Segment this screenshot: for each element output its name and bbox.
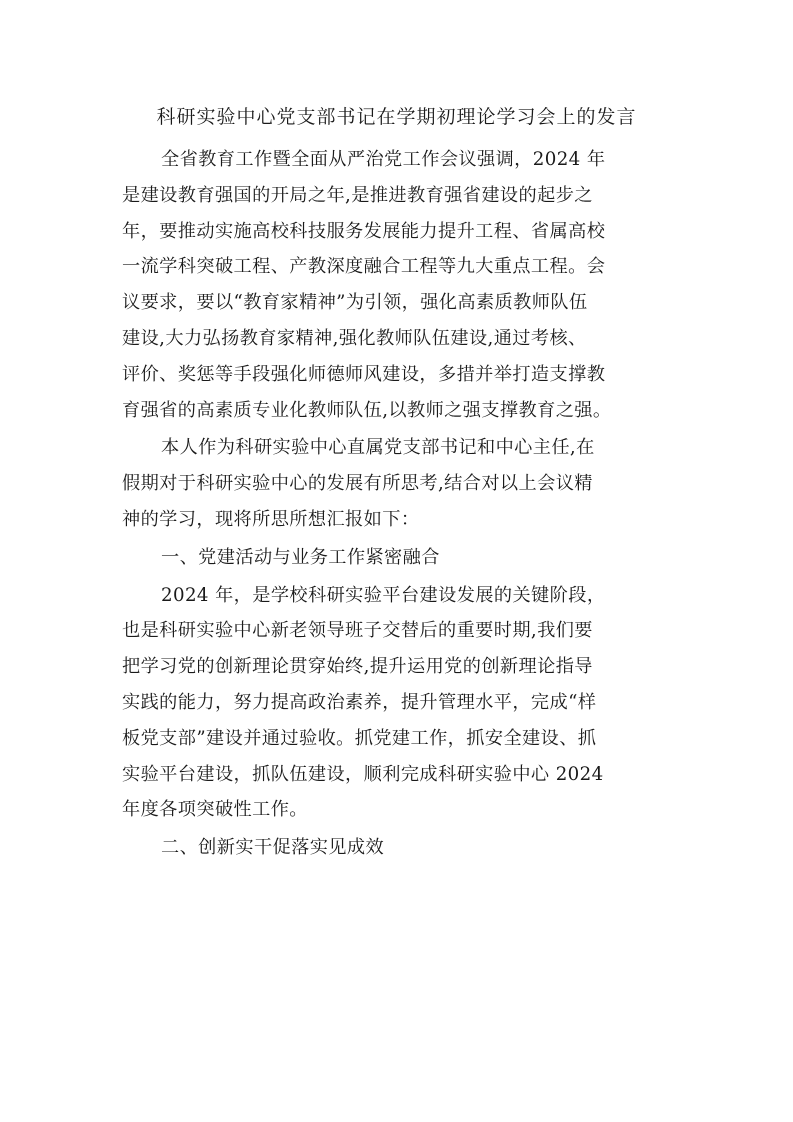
text-line: 实践的能力，努力提高政治素养，提升管理水平，完成“样	[122, 691, 597, 713]
paragraph	[122, 430, 682, 537]
text-line: 实验平台建设，抓队伍建设，顺利完成科研实验中心 2024	[122, 763, 604, 785]
paragraph	[122, 540, 682, 576]
text-line: 年，要推动实施高校科技服务发展能力提升工程、省属高校	[122, 220, 606, 242]
paragraph	[122, 142, 682, 428]
text-line: 建设,大力弘扬教育家精神,强化教师队伍建设,通过考核、	[122, 327, 587, 349]
text-line: 一、党建活动与业务工作紧密融合	[161, 546, 440, 568]
text-line: 神的学习，现将所思所想汇报如下：	[122, 508, 420, 530]
text-line: 年度各项突破性工作。	[122, 799, 308, 821]
text-line: 把学习党的创新理论贯穿始终,提升运用党的创新理论指导	[122, 656, 593, 678]
text-line: 议要求，要以“教育家精神”为引领，强化高素质教师队伍	[122, 292, 588, 314]
text-line: 二、创新实干促落实见成效	[161, 837, 385, 859]
text-line: 2024 年，是学校科研实验平台建设发展的关键阶段，	[161, 584, 606, 606]
text-line: 本人作为科研实验中心直属党支部书记和中心主任,在	[161, 437, 595, 459]
text-line: 育强省的高素质专业化教师队伍,以教师之强支撑教育之强。	[122, 399, 612, 421]
text-line: 全省教育工作暨全面从严治党工作会议强调，2024 年	[161, 149, 606, 170]
document-title: 科研实验中心党支部书记在学期初理论学习会上的发言	[156, 106, 637, 128]
paragraph	[122, 578, 682, 829]
text-line: 假期对于科研实验中心的发展有所思考,结合对以上会议精	[122, 473, 593, 495]
text-line: 是建设教育强国的开局之年,是推进教育强省建设的起步之	[122, 184, 593, 206]
document-body	[122, 142, 682, 866]
text-line: 一流学科突破工程、产教深度融合工程等九大重点工程。会	[122, 256, 606, 278]
text-line: 也是科研实验中心新老领导班子交替后的重要时期,我们要	[122, 620, 593, 642]
paragraph	[122, 830, 682, 866]
text-line: 板党支部”建设并通过验收。抓党建工作，抓安全建设、抓	[122, 727, 597, 749]
text-line: 评价、奖惩等手段强化师德师风建设，多措并举打造支撑教	[122, 363, 606, 385]
